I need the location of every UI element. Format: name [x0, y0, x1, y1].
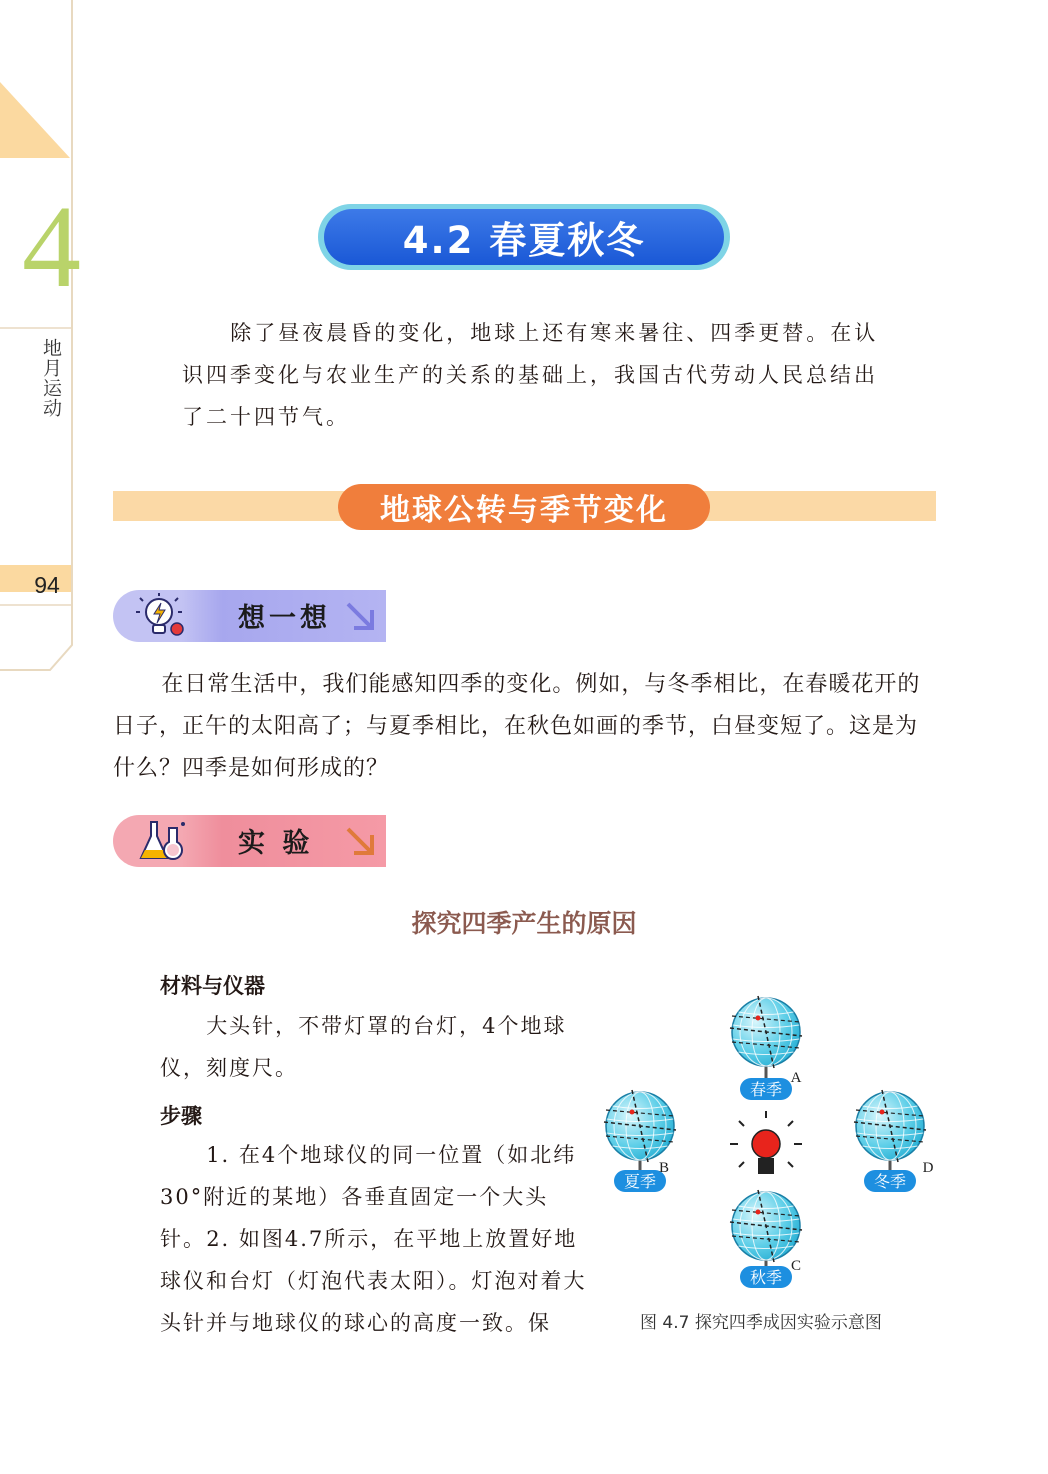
globe-letter: D [922, 1160, 934, 1176]
globe-a [730, 996, 802, 1100]
page-number: 94 [34, 572, 60, 598]
materials-paragraph [160, 1005, 588, 1089]
arrow-down-right-icon [342, 598, 378, 634]
experiment-label: 实 验 [238, 828, 314, 859]
subsection-heading [338, 484, 710, 530]
intro-paragraph [182, 312, 882, 438]
globe-letter: B [658, 1160, 670, 1176]
flask-icon [133, 818, 189, 864]
section-title: 4.2 春夏秋冬 [402, 219, 646, 262]
think-tag [113, 590, 386, 642]
globe-c [730, 1190, 802, 1288]
sun-bulb-icon [730, 1111, 802, 1174]
season-label: 冬季 [873, 1172, 907, 1191]
subsection-heading-text: 地球公转与季节变化 [380, 493, 668, 528]
step-2-text: 2. 如图4.7所示，在平地上放置好地球仪和台灯（灯泡代表太阳）。灯泡对着大头针并与地球仪的球心的高度一致。保 [160, 1227, 587, 1335]
seasons-diagram [596, 990, 956, 1300]
chapter-number: 4 [22, 181, 81, 312]
steps-heading: 步骤 [160, 1104, 202, 1128]
globe-d [854, 1090, 934, 1192]
step-1-text: 1. 在4个地球仪的同一位置（如北纬30°附近的某地）各垂直固定一个大头针。 [160, 1143, 577, 1251]
think-text: 在日常生活中，我们能感知四季的变化。例如，与冬季相比，在春暖花开的日子，正午的太阳高了；与夏季相比，在秋色如画的季节，白昼变短了。这是为什么？四季是如何形成的？ [113, 672, 921, 781]
globe-letter: C [790, 1258, 802, 1274]
materials-heading: 材料与仪器 [160, 974, 265, 998]
arrow-down-right-icon [342, 823, 378, 859]
globe-letter: A [790, 1070, 802, 1086]
lightbulb-icon [133, 593, 189, 639]
experiment-title: 探究四季产生的原因 [411, 909, 637, 938]
season-label: 春季 [749, 1080, 783, 1099]
materials-text: 大头针，不带灯罩的台灯，4个地球仪，刻度尺。 [160, 1014, 567, 1080]
chapter-title: 地月运动 [40, 338, 62, 418]
figure-caption: 图 4.7 探究四季成因实验示意图 [640, 1313, 882, 1333]
intro-text: 除了昼夜晨昏的变化，地球上还有寒来暑往、四季更替。在认识四季变化与农业生产的关系的基础上，我国古代劳动人民总结出了二十四节气。 [182, 321, 879, 429]
step-2 [160, 1218, 588, 1344]
season-label: 夏季 [623, 1172, 657, 1191]
season-label: 秋季 [749, 1268, 783, 1287]
think-paragraph [113, 664, 939, 790]
globe-b [604, 1090, 676, 1192]
experiment-tag [113, 815, 386, 867]
section-title-banner [318, 204, 730, 270]
think-label: 想一想 [238, 603, 331, 634]
